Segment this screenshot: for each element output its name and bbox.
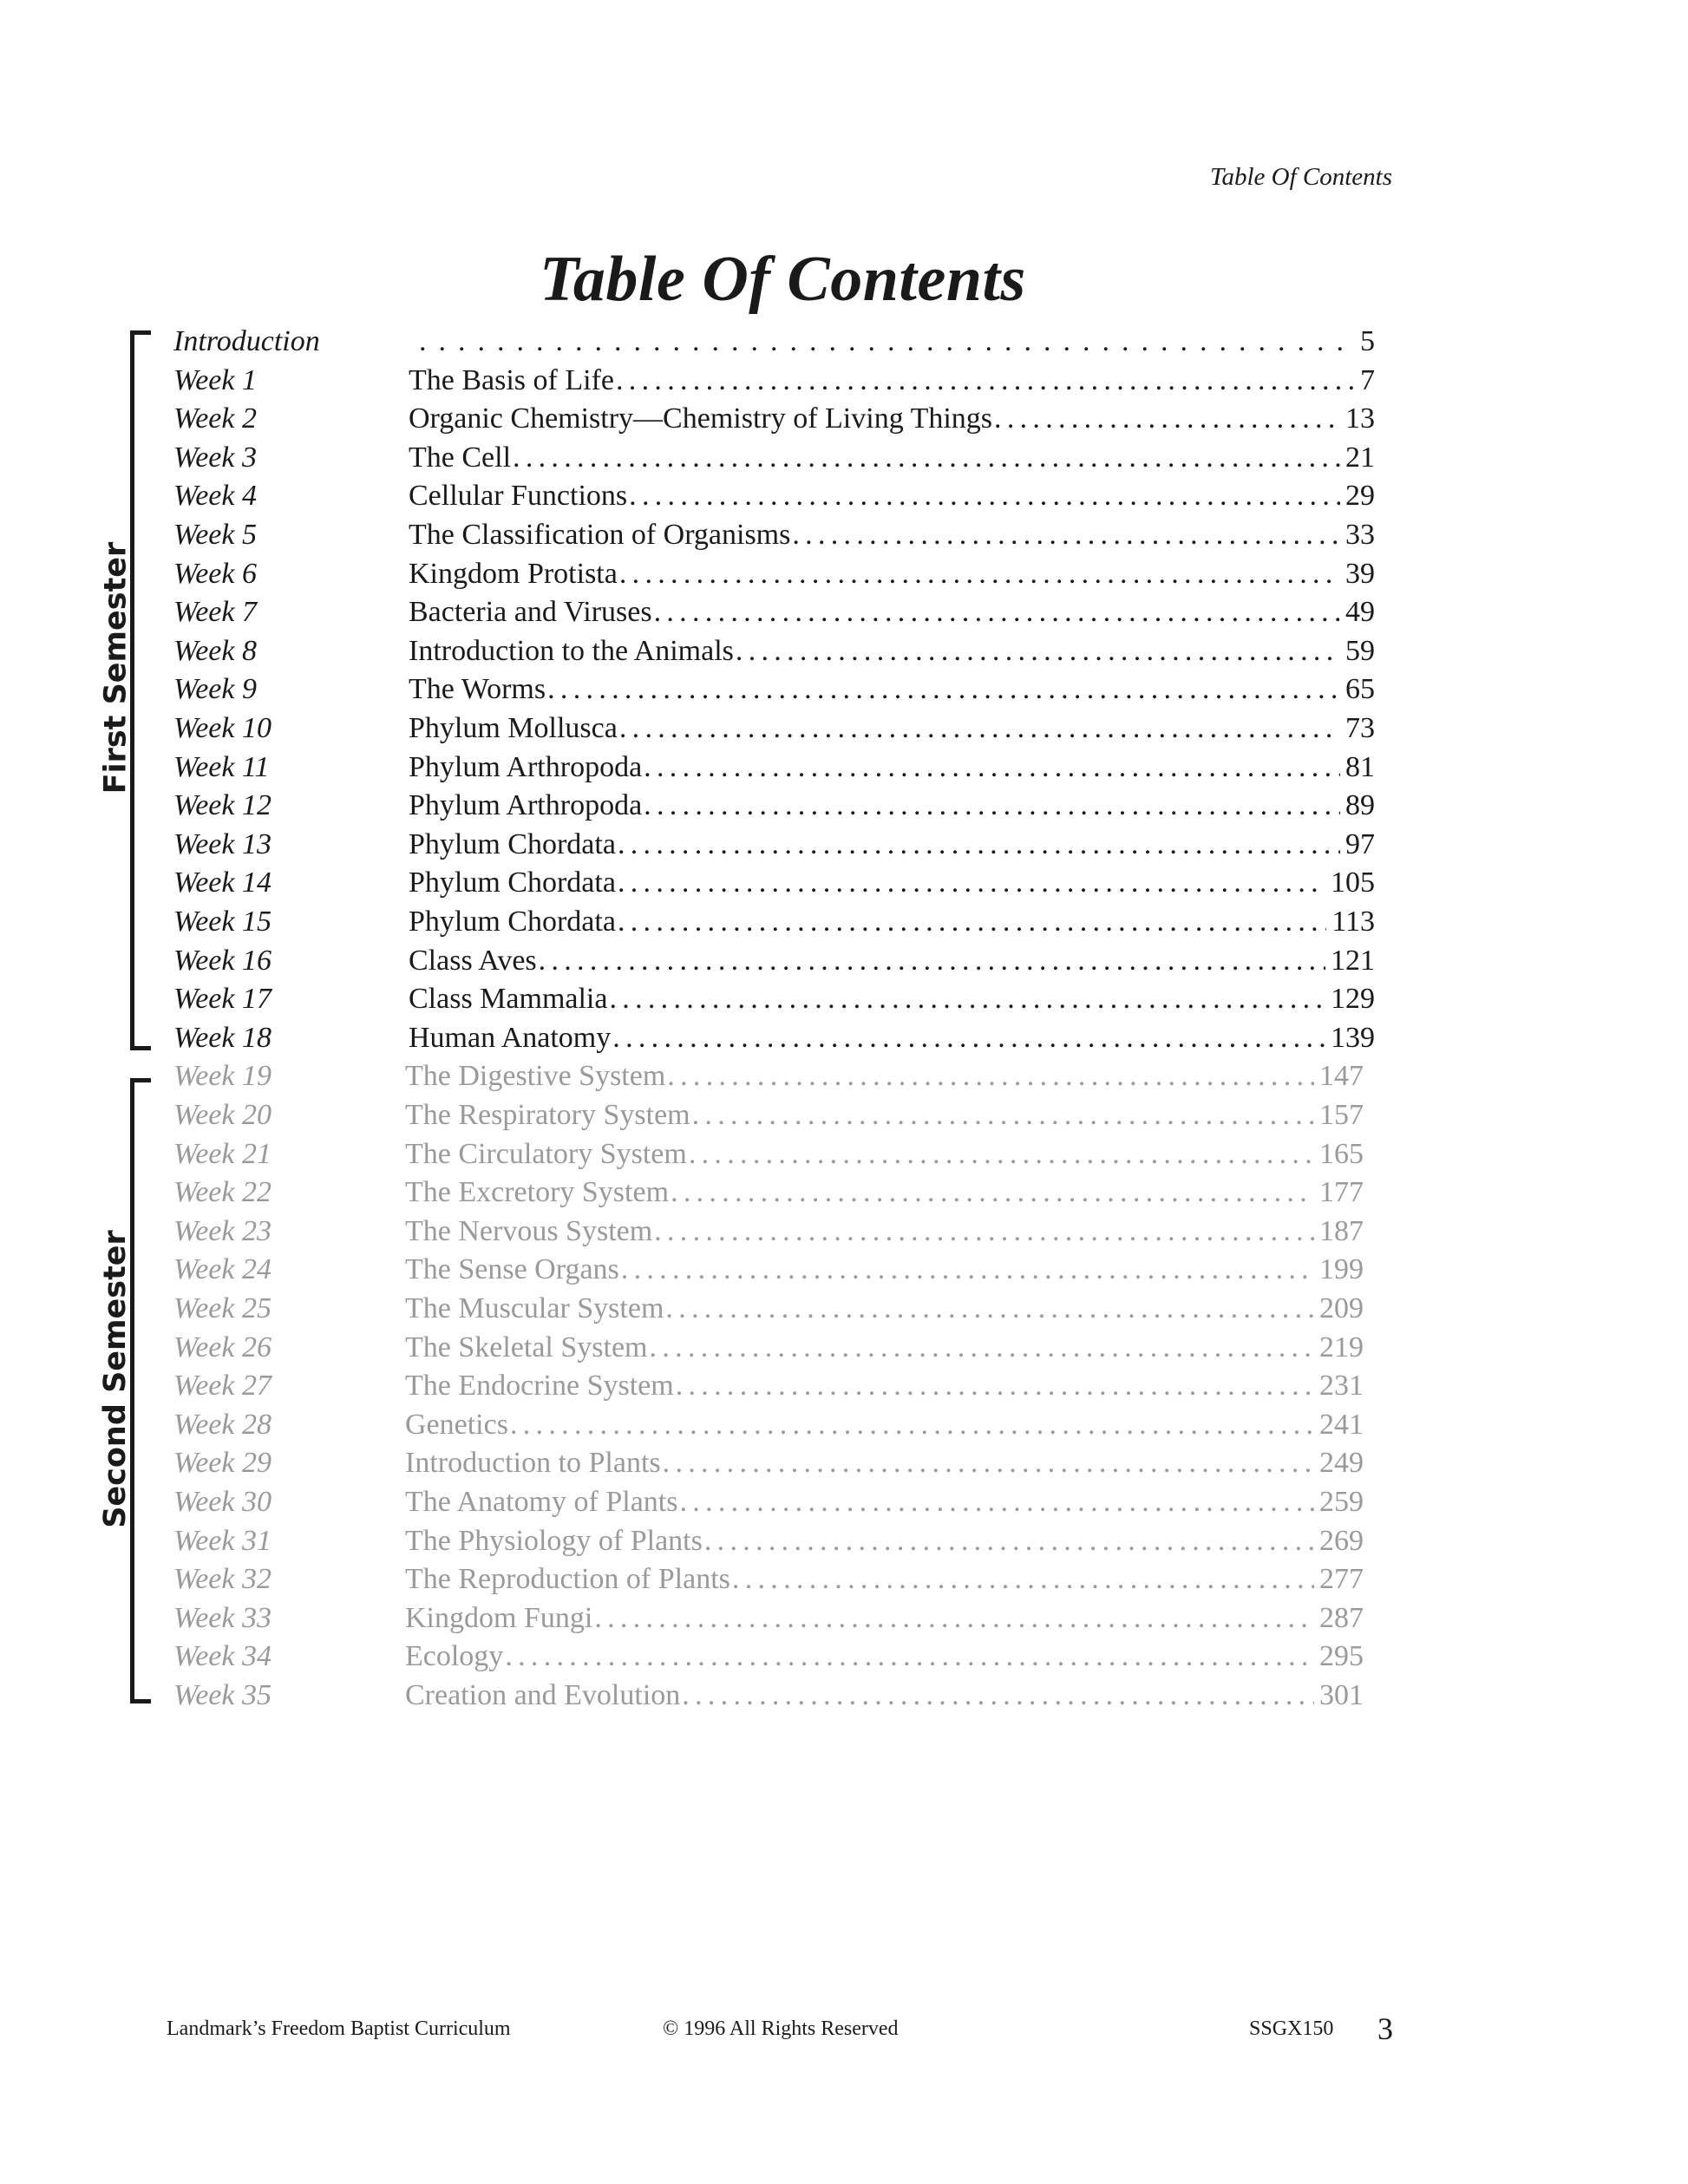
toc-entry-title: The Sense Organs xyxy=(405,1253,619,1286)
first-semester-label: First Semester xyxy=(97,541,133,794)
toc-entry xyxy=(409,400,1375,438)
dot-leader xyxy=(616,362,1355,400)
toc-entry-title: Human Anatomy xyxy=(409,1021,612,1054)
toc-week-label: Week 14 xyxy=(173,866,272,899)
toc-entry-title: The Worms xyxy=(409,673,546,706)
toc-page-number: 49 xyxy=(1345,596,1375,629)
toc-entry xyxy=(409,749,1375,787)
toc-row xyxy=(0,749,1688,787)
dot-leader xyxy=(618,864,1325,902)
toc-entry xyxy=(405,1251,1364,1289)
toc-entry-title: Organic Chemistry—Chemistry of Living Things xyxy=(409,402,993,435)
toc-row xyxy=(0,1677,1688,1715)
toc-week-label: Week 33 xyxy=(173,1601,272,1634)
toc-week-label: Week 22 xyxy=(173,1176,272,1209)
toc-page-number: 241 xyxy=(1319,1408,1364,1441)
toc-page-number: 59 xyxy=(1345,634,1375,667)
toc-row xyxy=(0,477,1688,515)
toc-entry xyxy=(409,864,1375,902)
toc-week-label: Week 19 xyxy=(173,1060,272,1093)
toc-entry xyxy=(405,1213,1364,1251)
toc-week-label: Week 10 xyxy=(173,712,272,744)
toc-page-number: 73 xyxy=(1345,712,1375,744)
toc-entry-title: Introduction to Plants xyxy=(405,1447,661,1480)
dot-leader xyxy=(513,439,1340,477)
toc-week-label: Week 24 xyxy=(173,1253,272,1286)
toc-row xyxy=(0,593,1688,631)
dot-leader xyxy=(665,1290,1314,1328)
toc-entry xyxy=(405,1096,1364,1135)
toc-row xyxy=(0,1019,1688,1057)
toc-entry-title: The Basis of Life xyxy=(409,363,614,396)
toc-page-number: 81 xyxy=(1345,750,1375,783)
toc-row xyxy=(0,1560,1688,1599)
toc-entry-title: The Anatomy of Plants xyxy=(405,1486,678,1518)
footer-copyright: © 1996 All Rights Reserved xyxy=(663,2017,899,2040)
toc-page-number: 5 xyxy=(1360,325,1375,357)
toc-entry-title: Kingdom Protista xyxy=(409,557,618,590)
toc-entry xyxy=(405,1444,1364,1482)
toc-entry-title: The Skeletal System xyxy=(405,1331,648,1363)
toc-row xyxy=(0,362,1688,400)
toc-week-label: Week 27 xyxy=(173,1370,272,1403)
toc-week-label: Week 8 xyxy=(173,634,257,667)
toc-week-label: Week 13 xyxy=(173,827,272,860)
toc-page-number: 177 xyxy=(1319,1176,1364,1209)
toc-entry xyxy=(409,1019,1375,1057)
toc-week-label: Week 3 xyxy=(173,441,257,474)
toc-entry xyxy=(409,670,1375,709)
dot-leader xyxy=(654,593,1340,631)
toc-page-number: 139 xyxy=(1331,1021,1375,1054)
dot-leader xyxy=(792,516,1340,554)
toc-entry-title: Creation and Evolution xyxy=(405,1679,681,1711)
toc-entry-title: The Muscular System xyxy=(405,1292,664,1324)
toc-row xyxy=(0,1251,1688,1289)
toc-page-number: 33 xyxy=(1345,519,1375,551)
toc-row xyxy=(0,709,1688,748)
toc-week-label: Week 35 xyxy=(173,1679,272,1711)
toc-row xyxy=(0,1638,1688,1676)
dot-leader xyxy=(609,980,1325,1018)
toc-page-number: 129 xyxy=(1331,983,1375,1016)
toc-entry xyxy=(405,1599,1364,1638)
toc-entry xyxy=(409,323,1375,361)
toc-entry-title: The Excretory System xyxy=(405,1176,670,1209)
dot-leader xyxy=(689,1135,1314,1174)
toc-entry xyxy=(405,1638,1364,1676)
toc-week-label: Week 32 xyxy=(173,1563,272,1596)
running-header: Table Of Contents xyxy=(1210,163,1393,191)
toc-week-label: Week 28 xyxy=(173,1408,272,1441)
toc-page-number: 259 xyxy=(1319,1486,1364,1518)
toc-entry xyxy=(409,477,1375,515)
toc-entry-title: The Nervous System xyxy=(405,1214,653,1247)
toc-page-number: 105 xyxy=(1331,866,1375,899)
toc-row xyxy=(0,942,1688,980)
dot-leader xyxy=(629,477,1340,515)
toc-week-label: Week 1 xyxy=(173,363,257,396)
toc-week-label: Week 2 xyxy=(173,402,257,435)
toc-entry xyxy=(405,1290,1364,1328)
dot-leader xyxy=(547,670,1340,709)
toc-page-number: 277 xyxy=(1319,1563,1364,1596)
dot-leader xyxy=(663,1444,1314,1482)
toc-entry-title: Phylum Chordata xyxy=(409,827,616,860)
toc-entry xyxy=(405,1174,1364,1212)
dot-leader xyxy=(618,826,1340,864)
toc-entry xyxy=(405,1677,1364,1715)
toc-page-number: 121 xyxy=(1331,944,1375,977)
toc-page-number: 165 xyxy=(1319,1137,1364,1170)
toc-entry xyxy=(405,1483,1364,1521)
footer-publisher: Landmark’s Freedom Baptist Curriculum xyxy=(167,2017,511,2040)
dot-leader xyxy=(505,1638,1314,1676)
dot-leader xyxy=(650,1329,1314,1367)
toc-page-number: 157 xyxy=(1319,1099,1364,1131)
toc-row xyxy=(0,516,1688,554)
toc-page-number: 199 xyxy=(1319,1253,1364,1286)
dot-leader xyxy=(692,1096,1314,1135)
toc-entry xyxy=(409,826,1375,864)
toc-entry-title: Genetics xyxy=(405,1408,508,1441)
toc-page-number: 209 xyxy=(1319,1292,1364,1324)
toc-row xyxy=(0,1367,1688,1405)
toc-row xyxy=(0,864,1688,902)
toc-entry xyxy=(409,593,1375,631)
toc-week-label: Week 30 xyxy=(173,1486,272,1518)
page-title: Table Of Contents xyxy=(540,244,1026,315)
footer-code: SSGX150 xyxy=(1249,2017,1334,2040)
toc-entry xyxy=(409,980,1375,1018)
toc-week-label: Week 9 xyxy=(173,673,257,706)
toc-row-introduction xyxy=(0,323,1688,361)
toc-entry-title: The Endocrine System xyxy=(405,1370,674,1403)
dot-leader xyxy=(704,1522,1314,1560)
toc-week-label: Week 31 xyxy=(173,1524,272,1557)
dot-leader xyxy=(539,942,1325,980)
toc-page-number: 249 xyxy=(1319,1447,1364,1480)
toc-row xyxy=(0,1174,1688,1212)
toc-week-label: Week 21 xyxy=(173,1137,272,1170)
toc-entry-title: Phylum Arthropoda xyxy=(409,789,643,822)
toc-entry-title: The Circulatory System xyxy=(405,1137,687,1170)
toc-week-label: Week 25 xyxy=(173,1292,272,1324)
toc-entry-title: The Physiology of Plants xyxy=(405,1524,703,1557)
toc-entry-title: The Respiratory System xyxy=(405,1099,690,1131)
toc-entry xyxy=(409,362,1375,400)
dot-leader xyxy=(419,323,1355,361)
toc-entry-title: Kingdom Fungi xyxy=(405,1601,593,1634)
toc-entry-title: The Digestive System xyxy=(405,1060,666,1093)
toc-row xyxy=(0,439,1688,477)
toc-row xyxy=(0,1096,1688,1135)
toc-page-number: 65 xyxy=(1345,673,1375,706)
dot-leader xyxy=(644,749,1340,787)
toc-entry xyxy=(409,516,1375,554)
toc-week-label: Week 16 xyxy=(173,944,272,977)
toc-week-label: Introduction xyxy=(173,325,320,357)
toc-entry xyxy=(405,1522,1364,1560)
toc-entry xyxy=(405,1329,1364,1367)
toc-row xyxy=(0,980,1688,1018)
toc-entry-title: Bacteria and Viruses xyxy=(409,596,652,629)
toc-row xyxy=(0,555,1688,593)
dot-leader xyxy=(618,903,1326,941)
toc-page-number: 13 xyxy=(1345,402,1375,435)
toc-page-number: 269 xyxy=(1319,1524,1364,1557)
toc-week-label: Week 7 xyxy=(173,596,257,629)
toc-entry xyxy=(405,1057,1364,1095)
dot-leader xyxy=(736,632,1340,670)
toc-page-number: 287 xyxy=(1319,1601,1364,1634)
dot-leader xyxy=(644,787,1340,825)
toc-page-number: 219 xyxy=(1319,1331,1364,1363)
dot-leader xyxy=(510,1406,1314,1444)
toc-page-number: 7 xyxy=(1360,363,1375,396)
toc-entry-title: Cellular Functions xyxy=(409,480,628,513)
toc-entry-title: The Reproduction of Plants xyxy=(405,1563,730,1596)
toc-page-number: 21 xyxy=(1345,441,1375,474)
toc-entry-title: Phylum Mollusca xyxy=(409,712,618,744)
toc-entry xyxy=(409,787,1375,825)
dot-leader xyxy=(671,1174,1314,1212)
toc-row xyxy=(0,670,1688,709)
toc-entry xyxy=(409,632,1375,670)
dot-leader xyxy=(619,709,1340,748)
toc-page-number: 89 xyxy=(1345,789,1375,822)
toc-week-label: Week 4 xyxy=(173,480,257,513)
toc-week-label: Week 18 xyxy=(173,1021,272,1054)
dot-leader xyxy=(994,400,1340,438)
toc-row xyxy=(0,1290,1688,1328)
toc-page-number: 147 xyxy=(1319,1060,1364,1093)
toc-entry-title: Phylum Chordata xyxy=(409,866,616,899)
dot-leader xyxy=(619,555,1340,593)
toc-entry-title: Introduction to the Animals xyxy=(409,634,734,667)
toc-entry-title: The Classification of Organisms xyxy=(409,519,791,551)
toc-entry xyxy=(405,1560,1364,1599)
toc-week-label: Week 6 xyxy=(173,557,257,590)
toc-entry xyxy=(405,1406,1364,1444)
footer-page-number: 3 xyxy=(1377,2011,1393,2046)
toc-page-number: 29 xyxy=(1345,480,1375,513)
toc-entry-title: Class Aves xyxy=(409,944,537,977)
dot-leader xyxy=(594,1599,1314,1638)
toc-entry xyxy=(409,709,1375,748)
second-semester-label: Second Semester xyxy=(97,1230,133,1528)
toc-week-label: Week 15 xyxy=(173,906,272,938)
toc-entry-title: Class Mammalia xyxy=(409,983,608,1016)
toc-row xyxy=(0,903,1688,941)
toc-row xyxy=(0,1057,1688,1095)
toc-entry-title: Ecology xyxy=(405,1640,504,1673)
toc-row xyxy=(0,1483,1688,1521)
toc-week-label: Week 11 xyxy=(173,750,270,783)
toc-week-label: Week 26 xyxy=(173,1331,272,1363)
toc-page-number: 295 xyxy=(1319,1640,1364,1673)
toc-week-label: Week 20 xyxy=(173,1099,272,1131)
toc-week-label: Week 29 xyxy=(173,1447,272,1480)
dot-leader xyxy=(621,1251,1314,1289)
toc-row xyxy=(0,1444,1688,1482)
toc-row xyxy=(0,1599,1688,1638)
toc-page-number: 231 xyxy=(1319,1370,1364,1403)
toc-row xyxy=(0,1135,1688,1174)
toc-entry xyxy=(409,903,1375,941)
toc-page-number: 187 xyxy=(1319,1214,1364,1247)
toc-row xyxy=(0,1329,1688,1367)
toc-row xyxy=(0,1213,1688,1251)
toc-entry xyxy=(409,555,1375,593)
toc-row xyxy=(0,400,1688,438)
toc-week-label: Week 12 xyxy=(173,789,272,822)
toc-page-number: 97 xyxy=(1345,827,1375,860)
toc-row xyxy=(0,787,1688,825)
toc-entry-title: Phylum Chordata xyxy=(409,906,616,938)
toc-week-label: Week 34 xyxy=(173,1640,272,1673)
toc-entry xyxy=(405,1135,1364,1174)
dot-leader xyxy=(676,1367,1314,1405)
dot-leader xyxy=(667,1057,1314,1095)
toc-row xyxy=(0,632,1688,670)
toc-entry xyxy=(409,942,1375,980)
toc-week-label: Week 17 xyxy=(173,983,272,1016)
toc-row xyxy=(0,1406,1688,1444)
toc-week-label: Week 5 xyxy=(173,519,257,551)
dot-leader xyxy=(612,1019,1325,1057)
toc-page-number: 301 xyxy=(1319,1679,1364,1711)
dot-leader xyxy=(682,1677,1314,1715)
dot-leader xyxy=(732,1560,1314,1599)
toc-page-number: 39 xyxy=(1345,557,1375,590)
dot-leader xyxy=(654,1213,1314,1251)
toc-week-label: Week 23 xyxy=(173,1214,272,1247)
toc-page-number: 113 xyxy=(1331,906,1375,938)
dot-leader xyxy=(679,1483,1314,1521)
toc-row xyxy=(0,1522,1688,1560)
toc-entry-title: Phylum Arthropoda xyxy=(409,750,643,783)
toc-entry xyxy=(405,1367,1364,1405)
toc-entry-title: The Cell xyxy=(409,441,512,474)
toc-entry xyxy=(409,439,1375,477)
toc-row xyxy=(0,826,1688,864)
